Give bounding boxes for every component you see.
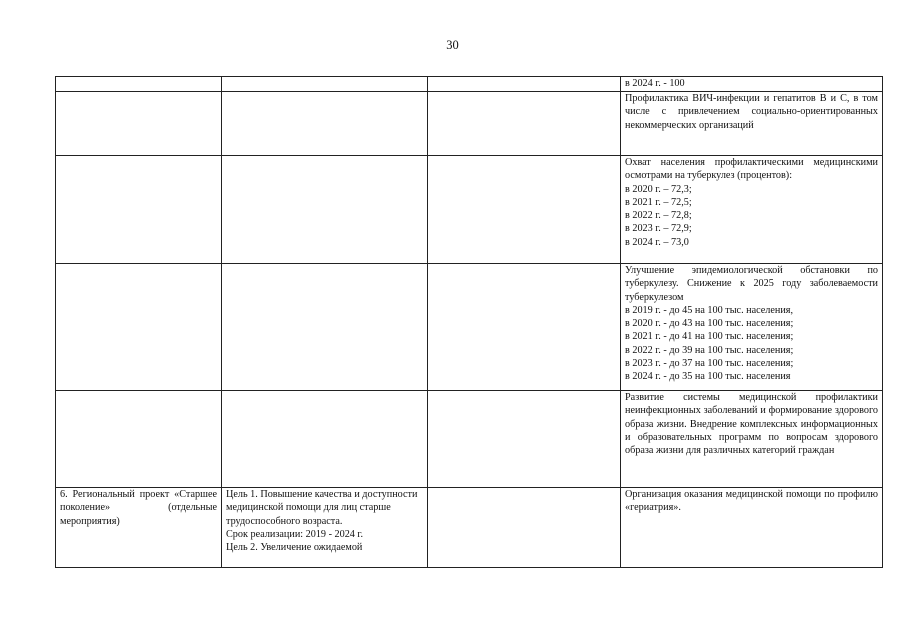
table-cell — [621, 488, 883, 568]
cell-text: в 2022 г. - до 39 на 100 тыс. населения; — [625, 344, 794, 356]
cell-text: Развитие системы медицинской профилактики неинфекционных заболеваний и формирование здорового образа жизни. Внедрение комплексных информационных и образовательных программ по вопросам здорового образа жизни для различных категорий граждан — [625, 392, 878, 457]
cell-text: Цель 2. Увеличение ожидаемой — [226, 542, 363, 554]
cell-text: в 2023 г. – 72,9; — [625, 223, 692, 235]
table-cell — [428, 156, 621, 264]
cell-text: в 2021 г. – 72,5; — [625, 196, 692, 208]
table-cell — [428, 77, 621, 92]
measures-table — [55, 76, 883, 568]
cell-text: Улучшение эпидемиологической обстановки по туберкулезу. Снижение к 2025 году заболеваемости туберкулезом — [625, 265, 878, 303]
table-row — [56, 264, 883, 391]
table-cell — [621, 391, 883, 488]
table-row — [56, 77, 883, 92]
table-cell — [428, 391, 621, 488]
table-cell — [428, 264, 621, 391]
table-cell — [222, 391, 428, 488]
table-cell — [621, 77, 883, 92]
page-number: 30 — [446, 38, 459, 52]
table-cell — [428, 92, 621, 156]
cell-text: в 2019 г. - до 45 на 100 тыс. населения, — [625, 304, 794, 316]
cell-text: в 2024 г. - 100 — [625, 78, 685, 89]
cell-text: в 2023 г. - до 37 на 100 тыс. населения; — [625, 358, 794, 370]
table-cell — [56, 264, 222, 391]
table-cell — [621, 92, 883, 156]
table-cell — [621, 156, 883, 264]
table-row — [56, 391, 883, 488]
table-cell — [222, 264, 428, 391]
cell-text: Организация оказания медицинской помощи по профилю «гериатрия». — [625, 489, 878, 514]
table-cell — [222, 77, 428, 92]
cell-text: в 2024 г. – 73,0 — [625, 236, 689, 248]
cell-text: в 2024 г. - до 35 на 100 тыс. населения — [625, 371, 791, 383]
table-cell — [56, 488, 222, 568]
table-cell — [621, 264, 883, 391]
table-cell — [56, 77, 222, 92]
cell-text: в 2020 г. – 72,3; — [625, 183, 692, 195]
cell-text: 6. Региональный проект «Старшее поколение» (отдельные мероприятия) — [60, 489, 217, 527]
cell-text: в 2022 г. – 72,8; — [625, 210, 692, 222]
table-cell — [56, 391, 222, 488]
table-cell — [428, 488, 621, 568]
cell-text: Профилактика ВИЧ-инфекции и гепатитов В и С, в том числе с привлечением социально-ориентированных некоммерческих организаций — [625, 93, 878, 131]
cell-text: в 2020 г. - до 43 на 100 тыс. населения; — [625, 318, 794, 330]
table-row — [56, 92, 883, 156]
table-cell — [222, 488, 428, 568]
cell-text: в 2021 г. - до 41 на 100 тыс. населения; — [625, 331, 794, 343]
table-cell — [222, 92, 428, 156]
table-cell — [56, 92, 222, 156]
table-cell — [222, 156, 428, 264]
cell-text: Цель 1. Повышение качества и доступности медицинской помощи для лиц старше трудоспособного возраста. — [226, 489, 418, 527]
table-cell — [56, 156, 222, 264]
table-row — [56, 488, 883, 568]
table-row — [56, 156, 883, 264]
cell-text: Охват населения профилактическими медицинскими осмотрами на туберкулез (процентов): — [625, 157, 878, 182]
cell-text: Срок реализации: 2019 - 2024 г. — [226, 528, 364, 540]
